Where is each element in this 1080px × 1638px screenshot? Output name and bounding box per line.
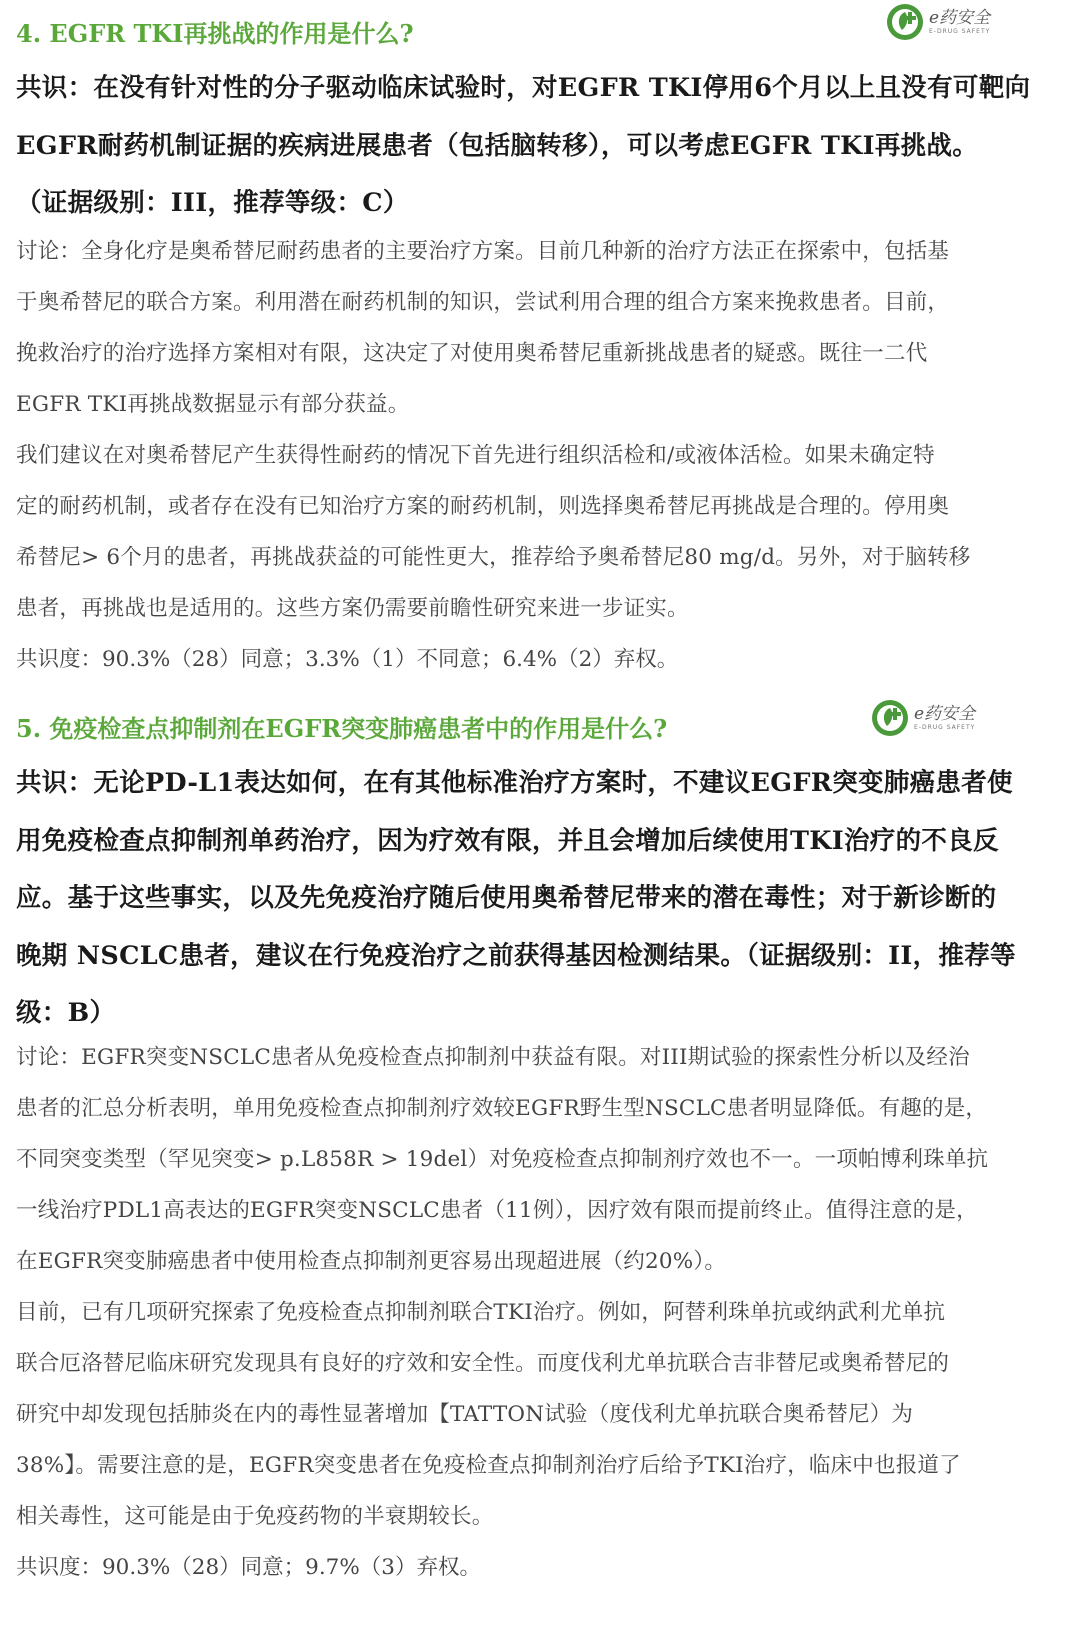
section-4 [16, 16, 1068, 52]
discussion-line: 患者，再挑战也是适用的。这些方案仍需要前瞻性研究来进一步证实。 [16, 596, 689, 621]
section-4-agreement: 共识度：90.3%（28）同意；3.3%（1）不同意；6.4%（2）弃权。 [16, 647, 679, 672]
discussion-line: 目前，已有几项研究探索了免疫检查点抑制剂联合TKI治疗。例如，阿替利珠单抗或纳武利尤单抗 [16, 1300, 946, 1325]
discussion-line: 讨论：EGFR突变NSCLC患者从免疫检查点抑制剂中获益有限。对III期试验的探索性分析以及经治 [16, 1045, 970, 1070]
consensus-line: 共识：无论PD-L1表达如何，在有其他标准治疗方案时，不建议EGFR突变肺癌患者使 [16, 768, 1013, 798]
section-4-discussion [16, 226, 1068, 685]
discussion-line: 定的耐药机制，或者存在没有已知治疗方案的耐药机制，则选择奥希替尼再挑战是合理的。停用奥 [16, 494, 950, 519]
discussion-line: 于奥希替尼的联合方案。利用潜在耐药机制的知识，尝试利用合理的组合方案来挽救患者。目前， [16, 290, 950, 315]
consensus-line: （证据级别：III，推荐等级：C） [16, 188, 409, 218]
section-5-title: 5. 免疫检查点抑制剂在EGFR突变肺癌患者中的作用是什么? [16, 714, 668, 743]
discussion-line: 研究中却发现包括肺炎在内的毒性显著增加【TATTON试验（度伐利尤单抗联合奥希替尼）为 [16, 1402, 914, 1427]
discussion-line: 希替尼> 6个月的患者，再挑战获益的可能性更大，推荐给予奥希替尼80 mg/d。另外，对于脑转移 [16, 545, 971, 570]
section-4-title: 4. EGFR TKI再挑战的作用是什么? [16, 19, 414, 48]
section-5-discussion [16, 1032, 1068, 1593]
logo-en-text: E-DRUG SAFETY [929, 27, 991, 35]
logo-cn-text: e药安全 [929, 7, 991, 28]
consensus-line: EGFR耐药机制证据的疾病进展患者（包括脑转移），可以考虑EGFR TKI再挑战。 [16, 130, 979, 161]
discussion-line: 一线治疗PDL1高表达的EGFR突变NSCLC患者（11例），因疗效有限而提前终止。值得注意的是， [16, 1198, 978, 1223]
discussion-line: 在EGFR突变肺癌患者中使用检查点抑制剂更容易出现超进展（约20%）。 [16, 1249, 727, 1274]
logo-cn-text: e药安全 [914, 703, 976, 724]
discussion-line: EGFR TKI再挑战数据显示有部分获益。 [16, 392, 410, 417]
section-4-consensus [16, 60, 1068, 233]
section-5-consensus [16, 755, 1068, 1043]
discussion-line: 挽救治疗的治疗选择方案相对有限，这决定了对使用奥希替尼重新挑战患者的疑惑。既往一二代 [16, 341, 928, 366]
consensus-line: 用免疫检查点抑制剂单药治疗，因为疗效有限，并且会增加后续使用TKI治疗的不良反 [16, 825, 999, 856]
discussion-line: 相关毒性，这可能是由于免疫药物的半衰期较长。 [16, 1504, 494, 1529]
consensus-line: 晚期 NSCLC患者，建议在行免疫治疗之前获得基因检测结果。（证据级别：II，推荐等 [16, 940, 1016, 971]
discussion-line: 38%】。需要注意的是，EGFR突变患者在免疫检查点抑制剂治疗后给予TKI治疗，临床中也报道了 [16, 1453, 961, 1478]
discussion-line: 患者的汇总分析表明，单用免疫检查点抑制剂疗效较EGFR野生型NSCLC患者明显降低。有趣的是， [16, 1096, 988, 1121]
section-5-agreement: 共识度：90.3%（28）同意；9.7%（3）弃权。 [16, 1555, 481, 1580]
discussion-line: 联合厄洛替尼临床研究发现具有良好的疗效和安全性。而度伐利尤单抗联合吉非替尼或奥希替尼的 [16, 1351, 950, 1376]
section-5 [16, 711, 1068, 747]
discussion-line: 我们建议在对奥希替尼产生获得性耐药的情况下首先进行组织活检和/或液体活检。如果未确定特 [16, 443, 935, 468]
consensus-line: 级：B） [16, 998, 116, 1028]
logo-en-text: E-DRUG SAFETY [914, 723, 976, 731]
discussion-line: 不同突变类型（罕见突变> p.L858R > 19del）对免疫检查点抑制剂疗效也不一。一项帕博利珠单抗 [16, 1147, 989, 1172]
consensus-line: 应。基于这些事实，以及先免疫治疗随后使用奥希替尼带来的潜在毒性；对于新诊断的 [16, 883, 997, 913]
consensus-line: 共识：在没有针对性的分子驱动临床试验时，对EGFR TKI停用6个月以上且没有可靶向 [16, 73, 1031, 103]
discussion-line: 讨论：全身化疗是奥希替尼耐药患者的主要治疗方案。目前几种新的治疗方法正在探索中，包括基 [16, 239, 950, 264]
